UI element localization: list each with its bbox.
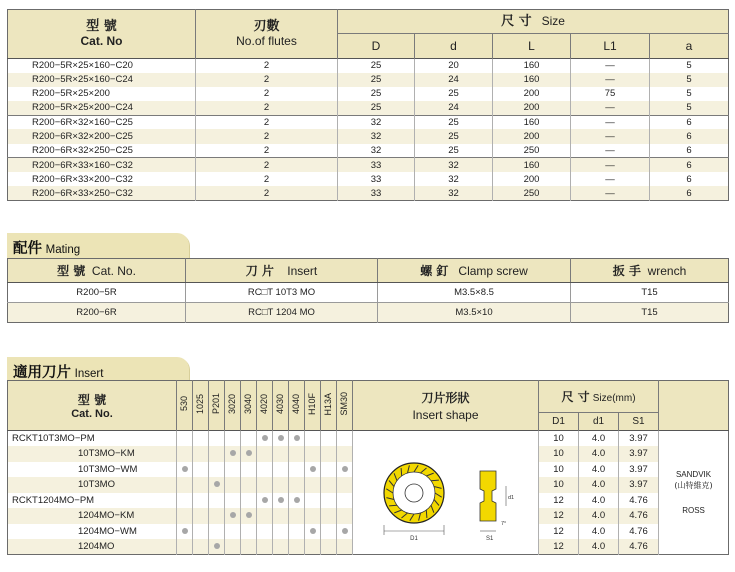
s1-dim-label: S1 (485, 536, 493, 542)
availability-dot (294, 435, 300, 441)
grade-cell (305, 431, 321, 447)
insert-shape-header: 刀片形狀 Insert shape (353, 381, 539, 431)
grade-cell (321, 524, 337, 540)
size-col-d1: D1 (539, 413, 579, 431)
insert-shape-drawing (353, 431, 539, 555)
grade-cell (193, 508, 209, 524)
insert-side-view-icon (480, 471, 514, 542)
grade-cell (273, 462, 289, 478)
size-cell: 24 (415, 101, 493, 115)
grade-cell (209, 462, 225, 478)
brand-sandvik-cn: (山特維克) (674, 481, 713, 490)
brand-sandvik: SANDVIK (675, 470, 712, 479)
mating-cell: T15 (641, 287, 658, 298)
grade-cell (193, 493, 209, 509)
grade-cell (225, 493, 241, 509)
grade-cell (289, 462, 305, 478)
size-cell: 75 (571, 87, 650, 101)
size-row (8, 87, 729, 101)
size-cell: 25 (415, 87, 493, 101)
size-cell: 5 (686, 102, 692, 114)
size-cell: 33 (338, 172, 415, 186)
size-cell: 160 (493, 158, 571, 172)
size-cell: 25 (338, 101, 415, 115)
size-cell: 25 (415, 129, 493, 143)
size-cell: 200 (493, 87, 571, 101)
cat-no-cell: R200−6R×33×200−C32 (8, 172, 196, 186)
grade-cell (321, 462, 337, 478)
size-col-l1: L1 (571, 34, 650, 59)
mating-cell: M3.5×8.5 (378, 283, 571, 303)
availability-dot (262, 435, 268, 441)
size-cell: 160 (493, 115, 571, 129)
grade-col-4030 (273, 381, 289, 431)
grade-cell (225, 446, 241, 462)
availability-dot (342, 466, 348, 472)
grade-cell (257, 539, 273, 555)
grade-cell (305, 493, 321, 509)
insert-table (7, 380, 729, 555)
grade-label: 530 (179, 396, 189, 412)
insert-size-cell: 4.76 (619, 508, 659, 524)
insert-size-cell: 4.0 (579, 446, 619, 462)
grade-cell (289, 524, 305, 540)
grade-cell (241, 477, 257, 493)
mating-header-wrench: 扳 手 wrench (571, 259, 729, 283)
grade-cell (305, 508, 321, 524)
size-cell: 32 (338, 144, 415, 158)
grade-col-sm30 (337, 381, 353, 431)
size-col-a: a (685, 39, 693, 53)
size-cell: 25 (338, 87, 415, 101)
grade-cell (273, 524, 289, 540)
size-cell: — (571, 115, 650, 129)
grade-cell (289, 493, 305, 509)
cat-no-cell: R200−5R×25×200 (8, 87, 196, 101)
availability-dot (310, 528, 316, 534)
insert-cat-cell: RCKT1204MO−PM (8, 493, 177, 509)
size-cell: 6 (686, 144, 692, 156)
size-cell: — (571, 59, 650, 73)
mating-header-cat: 型 號 Cat. No. (8, 259, 186, 283)
size-row (8, 73, 729, 87)
cat-no-cell: R200−5R×25×160−C20 (8, 59, 196, 73)
header-size: 尺 寸 Size (338, 10, 729, 34)
insert-size-header: 尺 寸 Size(mm) (539, 381, 659, 413)
grade-cell (209, 539, 225, 555)
grade-label: SM30 (339, 392, 349, 416)
availability-dot (262, 497, 268, 503)
size-cell: 25 (415, 144, 493, 158)
insert-size-cell: 10 (539, 462, 579, 478)
size-cell: — (571, 129, 650, 143)
angle-label: 7° (500, 521, 506, 527)
mating-cell: R200−5R (8, 283, 186, 303)
grade-cell (177, 446, 193, 462)
size-cell: 6 (650, 115, 729, 129)
insert-cat-cell: RCKT10T3MO−PM (8, 431, 177, 447)
cat-no-cell: R200−6R×33×160−C32 (8, 158, 196, 172)
insert-size-cell: 4.76 (619, 524, 659, 540)
grade-cell (177, 508, 193, 524)
availability-dot (294, 497, 300, 503)
grade-cell (257, 524, 273, 540)
grade-cell (289, 508, 305, 524)
mating-cell: R200−6R (8, 303, 186, 323)
size-row (8, 186, 729, 200)
size-table (7, 9, 729, 201)
round-insert-icon (384, 463, 444, 542)
size-cell: 2 (196, 101, 338, 115)
availability-dot (230, 512, 236, 518)
size-cell: 2 (196, 129, 338, 143)
grade-cell (209, 477, 225, 493)
insert-size-cell: 3.97 (619, 462, 659, 478)
grade-cell (321, 446, 337, 462)
availability-dot (310, 466, 316, 472)
grade-cell (337, 446, 353, 462)
size-cell: — (571, 158, 650, 172)
availability-dot (182, 466, 188, 472)
grade-cell (177, 524, 193, 540)
size-cell: 2 (196, 115, 338, 129)
grade-cell (225, 524, 241, 540)
size-row (8, 101, 729, 115)
grade-cell (193, 539, 209, 555)
insert-size-cell: 4.0 (579, 477, 619, 493)
insert-size-cell: 3.97 (619, 446, 659, 462)
size-cell: 250 (493, 144, 571, 158)
availability-dot (246, 512, 252, 518)
size-cell: 33 (338, 158, 415, 172)
grade-cell (273, 508, 289, 524)
size-col-d: D (338, 34, 415, 59)
size-cell: 2 (196, 87, 338, 101)
grade-cell (337, 524, 353, 540)
grade-label: 3040 (243, 393, 253, 415)
grade-cell (209, 431, 225, 447)
grade-cell (209, 446, 225, 462)
grade-cell (289, 477, 305, 493)
grade-cell (193, 462, 209, 478)
grade-label: 1025 (195, 393, 205, 415)
grade-cell (241, 446, 257, 462)
grade-cell (305, 462, 321, 478)
size-cell: 24 (415, 73, 493, 87)
size-col-d1: d1 (579, 413, 619, 431)
availability-dot (278, 435, 284, 441)
grade-cell (321, 539, 337, 555)
size-cell: 2 (196, 186, 338, 200)
grade-cell (273, 477, 289, 493)
mating-row (8, 303, 729, 323)
grade-col-530 (177, 381, 193, 431)
grade-cell (225, 539, 241, 555)
size-cell: — (571, 172, 650, 186)
grade-cell (193, 524, 209, 540)
mating-cell: M3.5×10 (378, 303, 571, 323)
insert-size-cell: 12 (539, 524, 579, 540)
grade-cell (337, 477, 353, 493)
header-cat-no: 型 號 Cat. No (8, 10, 196, 59)
size-cell: 32 (415, 186, 493, 200)
cat-no-cell: R200−6R×33×250−C32 (8, 186, 196, 200)
insert-size-cell: 4.0 (579, 508, 619, 524)
grade-cell (257, 462, 273, 478)
size-cell: 6 (650, 158, 729, 172)
insert-size-cell: 4.0 (579, 493, 619, 509)
grade-cell (305, 477, 321, 493)
mating-row (8, 283, 729, 303)
mating-cell: RC□T 1204 MO (186, 303, 378, 323)
grade-col-4020 (257, 381, 273, 431)
insert-size-cell: 3.97 (619, 477, 659, 493)
grade-col-p201 (209, 381, 225, 431)
grade-cell (177, 462, 193, 478)
mating-cell: RC□T 10T3 MO (186, 283, 378, 303)
insert-cat-cell: 1204MO (8, 539, 177, 555)
grade-col-3020 (225, 381, 241, 431)
size-row (8, 59, 729, 73)
grade-cell (337, 508, 353, 524)
availability-dot (342, 528, 348, 534)
grade-cell (209, 508, 225, 524)
brand-cell (659, 431, 729, 555)
insert-size-cell: 10 (539, 446, 579, 462)
insert-size-cell: 10 (539, 431, 579, 447)
size-cell: 200 (493, 172, 571, 186)
insert-size-cell: 4.76 (619, 493, 659, 509)
grade-cell (289, 539, 305, 555)
grade-cell (273, 493, 289, 509)
insert-row (8, 431, 729, 447)
grade-cell (321, 431, 337, 447)
insert-tab: 適用刀片 Insert (7, 357, 189, 381)
size-cell: 5 (686, 74, 692, 86)
grade-cell (257, 446, 273, 462)
grade-cell (225, 431, 241, 447)
cat-no-cell: R200−6R×32×200−C25 (8, 129, 196, 143)
size-row (8, 129, 729, 143)
size-cell: — (571, 186, 650, 200)
grade-cell (241, 462, 257, 478)
size-row (8, 172, 729, 186)
grade-col-4040 (289, 381, 305, 431)
grade-cell (321, 477, 337, 493)
size-col-s1: S1 (619, 413, 659, 431)
grade-cell (273, 539, 289, 555)
grade-cell (257, 477, 273, 493)
insert-size-cell: 4.0 (579, 431, 619, 447)
insert-size-cell: 4.76 (619, 539, 659, 555)
grade-cell (209, 524, 225, 540)
grade-cell (209, 493, 225, 509)
availability-dot (246, 450, 252, 456)
size-cell: 32 (338, 129, 415, 143)
brand-ross: ROSS (682, 506, 705, 515)
size-col-l: L (493, 34, 571, 59)
grade-cell (305, 524, 321, 540)
mating-header-insert: 刀 片 Insert (186, 259, 378, 283)
grade-cell (177, 477, 193, 493)
cat-no-cell: R200−5R×25×200−C24 (8, 101, 196, 115)
grade-cell (241, 524, 257, 540)
size-cell: 6 (686, 173, 692, 185)
grade-cell (321, 508, 337, 524)
availability-dot (278, 497, 284, 503)
size-cell: 250 (493, 186, 571, 200)
insert-size-cell: 4.0 (579, 524, 619, 540)
size-cell: 160 (493, 73, 571, 87)
size-cell: 25 (415, 115, 493, 129)
d1-dim-label: D1 (409, 536, 418, 542)
grade-cell (337, 462, 353, 478)
cat-no-cell: R200−5R×25×160−C24 (8, 73, 196, 87)
insert-cat-cell: 10T3MO (8, 477, 177, 493)
size-cell: 25 (338, 73, 415, 87)
grade-cell (241, 539, 257, 555)
grade-cell (177, 539, 193, 555)
grade-label: 4020 (259, 393, 269, 415)
grade-label: 4030 (275, 393, 285, 415)
size-col-d: d (415, 34, 493, 59)
insert-size-cell: 3.97 (619, 431, 659, 447)
size-cell: 5 (686, 88, 692, 100)
size-cell: — (571, 73, 650, 87)
small-d1-label: d1 (507, 495, 514, 501)
grade-cell (225, 508, 241, 524)
insert-cat-cell: 10T3MO−KM (8, 446, 177, 462)
size-cell: 200 (493, 129, 571, 143)
size-cell: 6 (686, 131, 692, 143)
grade-cell (289, 446, 305, 462)
size-cell: 25 (338, 59, 415, 73)
grade-cell (305, 539, 321, 555)
grade-cell (241, 493, 257, 509)
grade-cell (257, 431, 273, 447)
grade-cell (305, 446, 321, 462)
cat-no-cell: R200−6R×32×250−C25 (8, 144, 196, 158)
availability-dot (182, 528, 188, 534)
availability-dot (214, 481, 220, 487)
insert-cat-cell: 1204MO−WM (8, 524, 177, 540)
grade-col-h10f (305, 381, 321, 431)
size-cell: 2 (196, 59, 338, 73)
size-cell: 32 (338, 115, 415, 129)
size-cell: 2 (196, 144, 338, 158)
grade-cell (337, 493, 353, 509)
mating-cell: T15 (571, 303, 729, 323)
size-cell: — (571, 144, 650, 158)
size-cell: — (571, 101, 650, 115)
size-cell: 160 (493, 59, 571, 73)
availability-dot (230, 450, 236, 456)
insert-size-cell: 4.0 (579, 539, 619, 555)
grade-cell (241, 431, 257, 447)
grade-col-3040 (241, 381, 257, 431)
size-cell: 5 (650, 59, 729, 73)
cat-no-cell: R200−6R×32×160−C25 (8, 115, 196, 129)
size-cell: 6 (686, 187, 692, 199)
grade-cell (337, 431, 353, 447)
grade-cell (289, 431, 305, 447)
availability-dot (214, 543, 220, 549)
insert-cat-cell: 10T3MO−WM (8, 462, 177, 478)
size-row (8, 158, 729, 172)
size-cell: 2 (196, 158, 338, 172)
insert-size-cell: 12 (539, 539, 579, 555)
grade-cell (193, 446, 209, 462)
grade-cell (257, 493, 273, 509)
grade-cell (241, 508, 257, 524)
grade-col-1025 (193, 381, 209, 431)
grade-cell (321, 493, 337, 509)
grade-label: H10F (307, 392, 317, 415)
grade-cell (273, 431, 289, 447)
size-cell: 32 (415, 172, 493, 186)
grade-cell (337, 539, 353, 555)
grade-cell (193, 477, 209, 493)
mating-tab: 配件 Mating (7, 233, 189, 258)
grade-label: 3020 (227, 393, 237, 415)
size-cell: 2 (196, 73, 338, 87)
grade-cell (193, 431, 209, 447)
grade-cell (225, 477, 241, 493)
insert-size-cell: 12 (539, 508, 579, 524)
size-row (8, 115, 729, 129)
brand-header (659, 381, 729, 431)
grade-cell (177, 431, 193, 447)
grade-label: 4040 (291, 393, 301, 415)
size-row (8, 144, 729, 158)
size-cell: 32 (415, 158, 493, 172)
insert-size-cell: 10 (539, 477, 579, 493)
grade-col-h13a (321, 381, 337, 431)
grade-label: H13A (323, 392, 333, 416)
size-cell: 200 (493, 101, 571, 115)
mating-header-screw: 螺 釘 Clamp screw (378, 259, 571, 283)
size-cell: 2 (196, 172, 338, 186)
mating-table (7, 258, 729, 323)
size-cell: 20 (415, 59, 493, 73)
insert-cat-cell: 1204MO−KM (8, 508, 177, 524)
size-cell: 33 (338, 186, 415, 200)
grade-cell (273, 446, 289, 462)
insert-size-cell: 12 (539, 493, 579, 509)
header-flutes: 刃數 No.of flutes (196, 10, 338, 59)
insert-size-cell: 4.0 (579, 462, 619, 478)
grade-label: P201 (211, 393, 221, 415)
grade-cell (177, 493, 193, 509)
grade-cell (225, 462, 241, 478)
insert-header-cat: 型 號 Cat. No. (8, 381, 177, 431)
grade-cell (257, 508, 273, 524)
